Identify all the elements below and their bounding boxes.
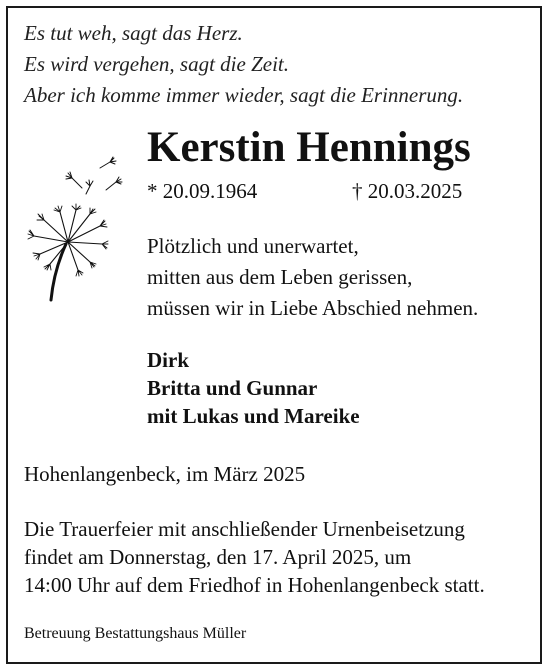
death-date: † 20.03.2025 [352, 179, 463, 203]
mourner-line: Britta und Gunnar [147, 376, 318, 400]
deceased-name: Kerstin Hennings [147, 124, 471, 171]
message-line: Plötzlich und unerwartet, [147, 234, 359, 258]
place-and-date: Hohenlangenbeck, im März 2025 [24, 462, 306, 486]
service-line: 14:00 Uhr auf dem Friedhof in Hohenlangenbeck statt. [24, 573, 485, 597]
life-dates [147, 177, 487, 205]
mourners-list [147, 346, 360, 430]
message-line: mitten aus dem Leben gerissen, [147, 265, 413, 289]
motto-line: Aber ich komme immer wieder, sagt die Erinnerung. [24, 83, 464, 107]
motto-line: Es wird vergehen, sagt die Zeit. [24, 52, 289, 76]
motto-line: Es tut weh, sagt das Herz. [24, 21, 243, 45]
motto-verse [24, 18, 463, 111]
mourner-line: mit Lukas und Mareike [147, 404, 360, 428]
service-line: findet am Donnerstag, den 17. April 2025, um [24, 545, 412, 569]
mourner-line: Dirk [147, 348, 189, 372]
undertaker-credit: Betreuung Bestattungshaus Müller [24, 625, 247, 642]
condolence-message [147, 231, 478, 324]
birth-date: * 20.09.1964 [147, 179, 258, 203]
funeral-service-info [24, 515, 485, 599]
dandelion-icon [20, 150, 140, 310]
message-line: müssen wir in Liebe Abschied nehmen. [147, 296, 479, 320]
service-line: Die Trauerfeier mit anschließender Urnenbeisetzung [24, 517, 465, 541]
